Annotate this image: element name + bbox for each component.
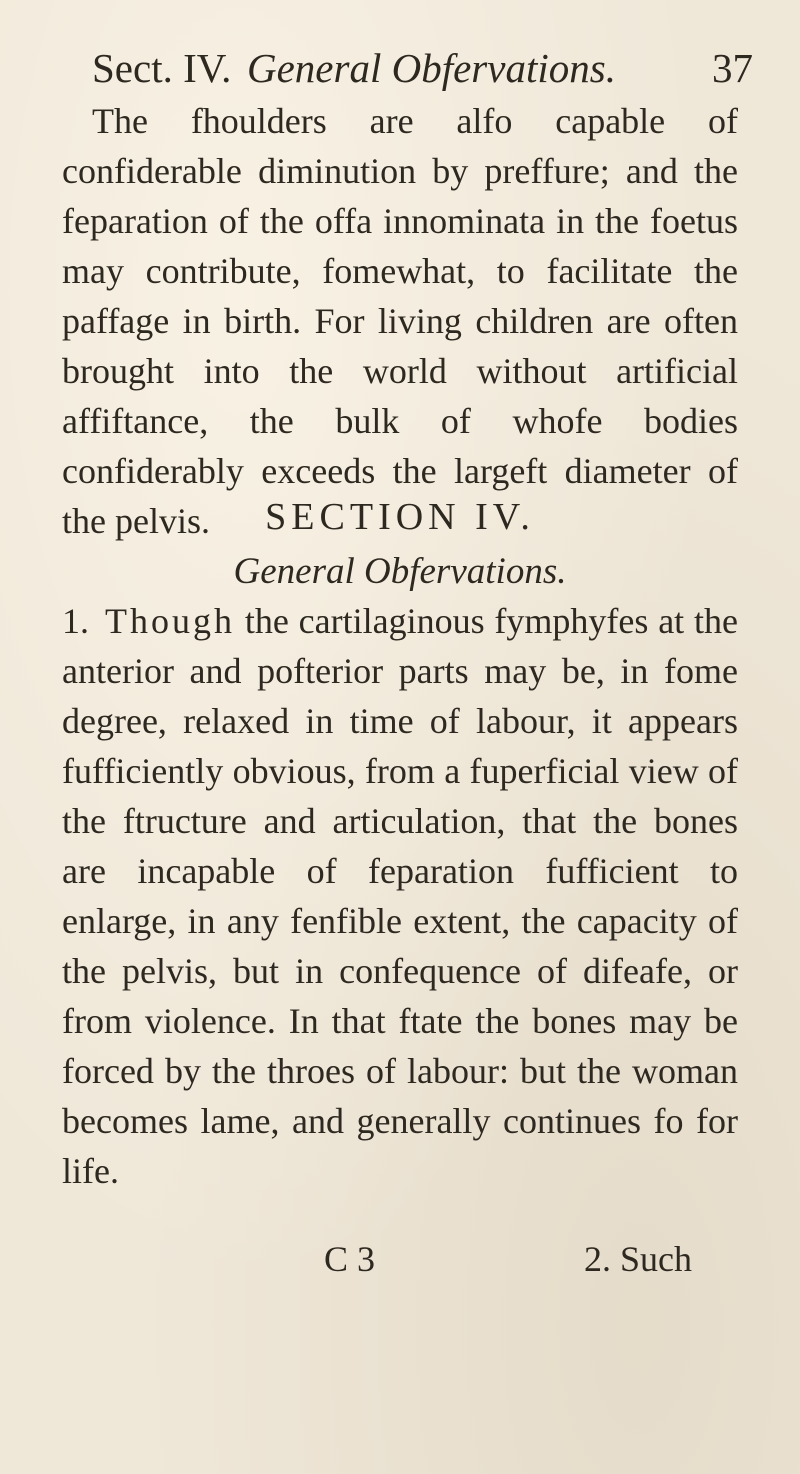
paragraph-general-observations [62, 596, 738, 1196]
paragraph-shoulders: The fhoulders are alfo capable of confiderable diminution by preffure; and the feparation of the offa innominata in the foetus may contribute, fomewhat, to facilitate the paffage in birth. For living children are often brought into the world without artificial affiftance, the bulk of whofe bodies confiderably exceeds the largeft diameter of the pelvis. [62, 101, 738, 541]
running-head-title: General Obfervations. [247, 45, 616, 91]
paragraph-first-word: Though [105, 601, 235, 641]
signature-mark: C 3 [324, 1239, 376, 1279]
paragraph-number: 1. [62, 601, 89, 641]
running-head-section: Sect. IV. [92, 45, 232, 91]
section-subtitle: General Obfervations. [233, 551, 567, 592]
page-footer [62, 1238, 738, 1298]
page-number: 37 [712, 45, 753, 91]
section-heading: SECTION IV. [265, 496, 535, 538]
paragraph-body: the cartilaginous fymphyfes at the anterior and pofterior parts may be, in fome degree, relaxed in time of labour, it appears fufficiently obvious, from a fuperficial view of the ftructure and articulation, that the bones are incapable of feparation fufficient to enlarge, in any fenfible extent, the capacity of the pelvis, but in confequence of difeafe, or from violence. In that ftate the bones may be forced by the throes of labour: but the woman becomes lame, and generally continues fo for life. [62, 601, 738, 1191]
catchword: 2. Such [584, 1239, 692, 1279]
